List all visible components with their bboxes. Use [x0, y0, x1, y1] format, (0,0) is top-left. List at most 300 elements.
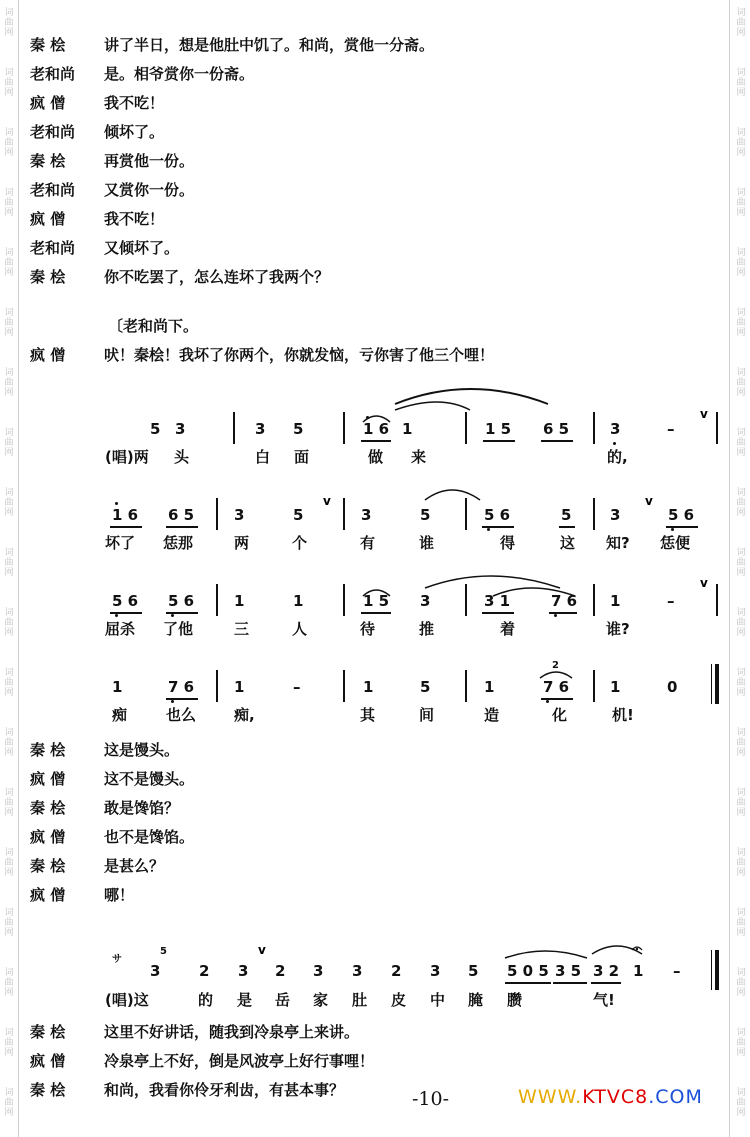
underline: [553, 982, 587, 984]
watermark-glyphs: [734, 1088, 748, 1118]
watermark-glyph: 曲: [4, 498, 14, 508]
dialogue-line: [30, 768, 194, 790]
note: 5: [293, 506, 304, 524]
dialogue-line: [30, 1021, 359, 1043]
note: 1: [610, 592, 621, 610]
lyric: 恁那: [163, 534, 194, 552]
dash: –: [673, 962, 681, 980]
watermark-glyph: 词: [4, 668, 14, 678]
speaker: 秦 桧: [30, 36, 66, 54]
watermark-glyph: 网: [4, 448, 14, 458]
barline: [593, 670, 595, 702]
low-octave-dot: [613, 442, 616, 445]
watermark-glyphs: [734, 128, 748, 158]
lyric: 谁?: [606, 620, 630, 638]
watermark-glyph: 网: [4, 628, 14, 638]
note: 3 1: [484, 592, 511, 610]
note: 2: [391, 962, 402, 980]
svg-text:v: v: [700, 407, 708, 421]
watermark-glyphs: [2, 188, 16, 218]
underline: [166, 526, 198, 528]
note: 3: [430, 962, 441, 980]
watermark-glyph: 网: [4, 568, 14, 578]
line-text: 这不是馒头。: [104, 770, 195, 788]
speaker: 疯 僧: [30, 828, 66, 846]
lyric: 有: [360, 534, 376, 552]
note: 3 5: [555, 962, 582, 980]
note: 3: [420, 592, 431, 610]
lyric: 推: [419, 620, 435, 638]
watermark-glyphs: [734, 788, 748, 818]
watermark-glyph: 曲: [4, 918, 14, 928]
watermark-glyph: 词: [4, 548, 14, 558]
watermark-glyph: 曲: [4, 978, 14, 988]
site-part: KTVC8: [582, 1086, 649, 1108]
barline: [343, 412, 345, 444]
barline: [216, 498, 218, 530]
note: 1: [610, 678, 621, 696]
page-number: -10-: [412, 1088, 450, 1110]
barline: [465, 498, 467, 530]
svg-text:v: v: [258, 943, 266, 957]
speaker: 秦 桧: [30, 268, 66, 286]
line-text: 又赏你一份。: [104, 181, 195, 199]
watermark-glyph: 网: [4, 28, 14, 38]
lyric: 的,: [607, 448, 628, 466]
watermark-glyph: 曲: [736, 18, 746, 28]
watermark-glyph: 词: [736, 308, 746, 318]
watermark-glyph: 网: [736, 448, 746, 458]
site-part: WWW.: [518, 1086, 583, 1108]
speaker: 老和尚: [30, 239, 76, 257]
watermark-glyph: 词: [4, 908, 14, 918]
watermark-glyph: 词: [736, 128, 746, 138]
note: 1: [633, 962, 644, 980]
lyric: 这: [560, 534, 576, 552]
watermark-glyph: 网: [736, 88, 746, 98]
lyric: 肚: [352, 991, 368, 1009]
underline: [361, 612, 391, 614]
lyric: 白: [255, 448, 271, 466]
speaker: 疯 僧: [30, 886, 66, 904]
lyric: 面: [294, 448, 310, 466]
speaker: 疯 僧: [30, 210, 66, 228]
note: 1 6: [112, 506, 139, 524]
watermark-glyph: 曲: [4, 738, 14, 748]
watermark-glyph: 网: [4, 688, 14, 698]
dialogue-line: [30, 208, 164, 230]
note: 5 6: [168, 592, 195, 610]
note: 1: [484, 678, 495, 696]
barline: [465, 412, 467, 444]
speaker: 秦 桧: [30, 1081, 66, 1099]
watermark-glyph: 网: [736, 988, 746, 998]
lyric: 是: [237, 991, 253, 1009]
dialogue-line: [30, 1079, 344, 1101]
watermark-glyph: 网: [4, 328, 14, 338]
speaker: 疯 僧: [30, 346, 66, 364]
watermark-glyph: 网: [4, 748, 14, 758]
speaker: 秦 桧: [30, 799, 66, 817]
underline: [549, 612, 577, 614]
lyric: 三: [234, 620, 250, 638]
line-text: 我不吃！: [104, 210, 165, 228]
watermark-glyph: 词: [4, 428, 14, 438]
note: 5: [293, 420, 304, 438]
watermark-glyph: 词: [736, 608, 746, 618]
barline: [593, 412, 595, 444]
underline: [482, 612, 514, 614]
watermark-glyph: 曲: [736, 798, 746, 808]
octave-dot: [366, 416, 369, 419]
svg-text:v: v: [323, 494, 331, 508]
barline: [343, 584, 345, 616]
dialogue-line: [30, 34, 434, 56]
barline: [343, 670, 345, 702]
low-octave-dot: [171, 700, 174, 703]
watermark-glyphs: [2, 128, 16, 158]
speaker: 老和尚: [30, 65, 76, 83]
watermark-glyph: 网: [4, 1108, 14, 1118]
barline: [465, 670, 467, 702]
grace-note: 2: [552, 660, 559, 671]
line-text: 讲了半日，想是他肚中饥了。和尚，赏他一分斋。: [104, 36, 435, 54]
watermark-glyph: 网: [736, 568, 746, 578]
watermark-glyph: 词: [4, 188, 14, 198]
note: 3: [361, 506, 372, 524]
low-octave-dot: [554, 614, 557, 617]
speaker: 秦 桧: [30, 741, 66, 759]
watermark-glyph: 曲: [4, 198, 14, 208]
watermark-glyph: 词: [736, 908, 746, 918]
watermark-glyphs: [2, 308, 16, 338]
lyric: 做: [368, 448, 384, 466]
note: 5: [150, 420, 161, 438]
underline: [483, 440, 515, 442]
site-part: .COM: [648, 1086, 703, 1108]
lyric: 谁: [419, 534, 435, 552]
speaker: 疯 僧: [30, 94, 66, 112]
watermark-glyph: 词: [4, 968, 14, 978]
watermark-glyph: 词: [736, 8, 746, 18]
watermark-glyph: 词: [736, 428, 746, 438]
note: 3: [255, 420, 266, 438]
dash: –: [667, 420, 675, 438]
lyric: 痴: [112, 706, 128, 724]
watermark-glyph: 网: [4, 388, 14, 398]
barline: [343, 498, 345, 530]
line-text: 倾坏了。: [104, 123, 165, 141]
lyric: 岳: [275, 991, 291, 1009]
note: 1: [293, 592, 304, 610]
barline: [716, 412, 718, 444]
line-text: 我不吃！: [104, 94, 165, 112]
watermark-glyph: 网: [736, 208, 746, 218]
lyric: 头: [174, 448, 190, 466]
line-text: 吠！秦桧！我坏了你两个，你就发恼，亏你害了他三个哩！: [104, 346, 495, 364]
watermark-glyph: 词: [736, 368, 746, 378]
lyric: 知?: [606, 534, 630, 552]
lyric: 来: [411, 448, 427, 466]
low-octave-dot: [115, 614, 118, 617]
lyric: 中: [430, 991, 446, 1009]
speaker: 老和尚: [30, 181, 76, 199]
lyric: 着: [500, 620, 516, 638]
watermark-glyph: 曲: [4, 18, 14, 28]
dialogue-line: [30, 121, 164, 143]
watermark-glyphs: [2, 788, 16, 818]
dialogue-line: [30, 179, 194, 201]
watermark-glyph: 网: [736, 328, 746, 338]
dash: –: [293, 678, 301, 696]
watermark-glyphs: [734, 68, 748, 98]
note: 7 6: [168, 678, 195, 696]
watermark-glyph: 曲: [4, 438, 14, 448]
note: 0: [667, 678, 678, 696]
watermark-glyph: 词: [736, 188, 746, 198]
line-text: 这里不好讲话，随我到冷泉亭上来讲。: [104, 1023, 360, 1041]
line-text: 哪！: [104, 886, 135, 904]
lyric: 其: [360, 706, 376, 724]
note: 5 6: [668, 506, 695, 524]
watermark-glyph: 网: [4, 508, 14, 518]
watermark-glyph: 网: [736, 148, 746, 158]
watermark-glyph: 网: [736, 28, 746, 38]
watermark-glyphs: [2, 848, 16, 878]
site-watermark: [518, 1086, 703, 1108]
line-text: 你不吃罢了，怎么连坏了我两个？: [104, 268, 330, 286]
barline: [233, 412, 235, 444]
barline: [216, 670, 218, 702]
line-text: 又倾坏了。: [104, 239, 180, 257]
watermark-glyph: 曲: [4, 798, 14, 808]
note: 5 0 5: [507, 962, 549, 980]
note: 1: [402, 420, 413, 438]
watermark-glyph: 网: [4, 808, 14, 818]
dialogue-line: [30, 1050, 374, 1072]
note: 1 6: [363, 420, 390, 438]
watermark-glyph: 词: [4, 308, 14, 318]
note: 3: [238, 962, 249, 980]
watermark-glyphs: [734, 848, 748, 878]
watermark-glyph: 网: [4, 868, 14, 878]
watermark-glyph: 网: [736, 1048, 746, 1058]
lyric: 气!: [593, 991, 615, 1009]
note: 3: [234, 506, 245, 524]
low-octave-dot: [487, 528, 490, 531]
svg-text:v: v: [700, 576, 708, 590]
low-octave-dot: [546, 700, 549, 703]
watermark-glyphs: [734, 1028, 748, 1058]
watermark-glyph: 网: [4, 88, 14, 98]
svg-text:v: v: [645, 494, 653, 508]
watermark-glyph: 曲: [736, 258, 746, 268]
barline: [216, 584, 218, 616]
watermark-glyph: 网: [736, 868, 746, 878]
watermark-glyphs: [734, 188, 748, 218]
line-text: 冷泉亭上不好，倒是风波亭上好行事哩！: [104, 1052, 375, 1070]
watermark-glyph: 曲: [4, 858, 14, 868]
watermark-glyph: 词: [4, 728, 14, 738]
note: 1: [112, 678, 123, 696]
watermark-glyph: 网: [4, 1048, 14, 1058]
watermark-glyph: 曲: [736, 1038, 746, 1048]
dash: –: [667, 592, 675, 610]
watermark-glyph: 词: [4, 368, 14, 378]
watermark-glyph: 词: [736, 728, 746, 738]
dialogue-line: [30, 344, 494, 366]
note: 3: [610, 506, 621, 524]
line-text: 敢是馋馅？: [104, 799, 180, 817]
watermark-glyph: 词: [4, 128, 14, 138]
line-text: 是。相爷赏你一份斋。: [104, 65, 255, 83]
watermark-glyph: 词: [4, 848, 14, 858]
speaker: 秦 桧: [30, 857, 66, 875]
line-text: 这是馒头。: [104, 741, 180, 759]
final-barline-thin: [711, 950, 712, 990]
lyric: 皮: [391, 991, 407, 1009]
lyric: (唱)这: [105, 991, 149, 1009]
lyric: 造: [484, 706, 500, 724]
underline: [361, 440, 391, 442]
lyric: 恁便: [660, 534, 691, 552]
watermark-glyphs: [2, 248, 16, 278]
barline: [716, 584, 718, 616]
note: 5 6: [484, 506, 511, 524]
watermark-glyph: 曲: [736, 858, 746, 868]
underline: [110, 526, 142, 528]
note: 1: [234, 592, 245, 610]
watermark-glyph: 网: [736, 508, 746, 518]
watermark-glyph: 曲: [4, 618, 14, 628]
watermark-glyph: 网: [736, 268, 746, 278]
line-text: 也不是馋馅。: [104, 828, 195, 846]
underline: [541, 440, 573, 442]
final-barline-thin: [711, 664, 712, 704]
lyric: 得: [500, 534, 516, 552]
watermark-glyph: 曲: [736, 738, 746, 748]
watermark-glyph: 曲: [4, 318, 14, 328]
watermark-glyph: 曲: [736, 438, 746, 448]
watermark-glyph: 词: [736, 1028, 746, 1038]
lyric: 的: [198, 991, 214, 1009]
grace-note: 5: [160, 946, 167, 957]
dialogue-line: [30, 237, 179, 259]
watermark-glyph: 曲: [736, 918, 746, 928]
final-barline-thick: [715, 664, 719, 704]
lyric: 个: [292, 534, 308, 552]
watermark-glyph: 词: [4, 488, 14, 498]
note: 5 6: [112, 592, 139, 610]
speaker: 疯 僧: [30, 1052, 66, 1070]
watermark-glyph: 曲: [4, 558, 14, 568]
watermark-glyph: 网: [736, 388, 746, 398]
watermark-glyph: 曲: [4, 378, 14, 388]
note: 2: [199, 962, 210, 980]
note: 3: [175, 420, 186, 438]
watermark-glyph: 词: [736, 1088, 746, 1098]
dialogue-line: [30, 884, 134, 906]
line-text: 再赏他一份。: [104, 152, 195, 170]
note: 3 2: [593, 962, 620, 980]
watermark-glyph: 曲: [736, 678, 746, 688]
watermark-glyph: 曲: [4, 678, 14, 688]
watermark-glyph: 曲: [736, 138, 746, 148]
octave-dot: [115, 502, 118, 505]
underline: [505, 982, 551, 984]
watermark-glyph: 词: [736, 548, 746, 558]
line-text: 是甚么？: [104, 857, 165, 875]
watermark-glyph: 词: [4, 1028, 14, 1038]
lyric: 痴,: [234, 706, 255, 724]
watermark-glyph: 曲: [736, 378, 746, 388]
watermark-glyph: 曲: [736, 1098, 746, 1108]
watermark-glyphs: [2, 68, 16, 98]
watermark-glyph: 曲: [736, 558, 746, 568]
watermark-glyph: 曲: [736, 498, 746, 508]
lyric: 屈杀: [105, 620, 136, 638]
watermark-glyph: 网: [736, 928, 746, 938]
line-text: 和尚，我看你伶牙利齿，有甚本事？: [104, 1081, 345, 1099]
watermark-glyph: 曲: [736, 318, 746, 328]
watermark-glyph: 网: [736, 1108, 746, 1118]
lyric: 腌: [468, 991, 484, 1009]
watermark-glyph: 网: [4, 928, 14, 938]
free-rhythm-mark: サ: [112, 954, 122, 965]
watermark-glyph: 曲: [736, 198, 746, 208]
note: 5: [420, 506, 431, 524]
dialogue-line: [30, 739, 179, 761]
watermark-glyph: 网: [4, 268, 14, 278]
watermark-glyph: 网: [4, 208, 14, 218]
note: 1: [234, 678, 245, 696]
dialogue-line: [30, 63, 254, 85]
speaker: 秦 桧: [30, 152, 66, 170]
lyric: 机!: [612, 706, 634, 724]
watermark-glyph: 网: [4, 148, 14, 158]
watermark-glyph: 网: [736, 748, 746, 758]
speaker: 疯 僧: [30, 770, 66, 788]
watermark-glyph: 曲: [736, 978, 746, 988]
watermark-glyph: 网: [736, 628, 746, 638]
watermark-glyphs: [734, 308, 748, 338]
note: 7 6: [551, 592, 578, 610]
note: 3: [313, 962, 324, 980]
note: 6 5: [543, 420, 570, 438]
watermark-glyphs: [2, 1028, 16, 1058]
lyric: 了他: [163, 620, 194, 638]
watermark-glyph: 词: [4, 68, 14, 78]
lyric: 人: [292, 620, 308, 638]
barline: [465, 584, 467, 616]
note: 7 6: [543, 678, 570, 696]
lyric: 坏了: [105, 534, 136, 552]
note: 3: [352, 962, 363, 980]
stage-direction: 〔老和尚下。: [108, 317, 199, 335]
watermark-glyph: 词: [736, 848, 746, 858]
watermark-glyph: 网: [4, 988, 14, 998]
dialogue-line: [30, 266, 329, 288]
watermark-glyph: 网: [736, 808, 746, 818]
dialogue-line: [30, 797, 179, 819]
note: 2: [275, 962, 286, 980]
watermark-glyph: 词: [4, 248, 14, 258]
note: 3: [150, 962, 161, 980]
final-barline-thick: [715, 950, 719, 990]
lyric: 也么: [166, 706, 197, 724]
watermark-glyph: 词: [4, 8, 14, 18]
barline: [593, 584, 595, 616]
